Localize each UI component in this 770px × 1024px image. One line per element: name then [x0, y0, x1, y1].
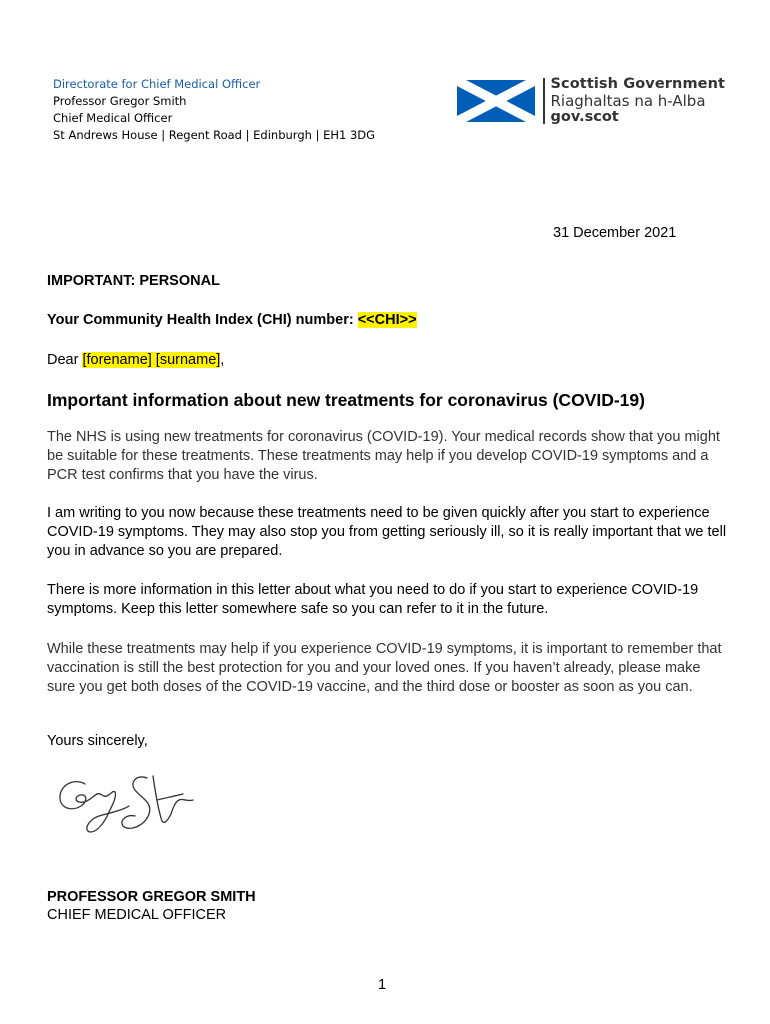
logo-line-url: gov.scot — [550, 109, 619, 125]
sender-name: Professor Gregor Smith — [53, 94, 187, 108]
page-number: 1 — [378, 977, 387, 993]
signer-title: CHIEF MEDICAL OFFICER — [47, 907, 227, 923]
closing-line: Yours sincerely, — [47, 733, 148, 749]
handwritten-signature — [57, 770, 197, 842]
chi-label: Your Community Health Index (CHI) number: — [47, 312, 358, 328]
body-paragraph-3: There is more information in this letter about what you need to do if you start to experience COVID-19 symptoms. Keep this letter somewhere safe so you can refer to it in the future. — [47, 582, 699, 617]
logo-line-gaelic: Riaghaltas na h-Alba — [550, 91, 706, 110]
sender-directorate: Directorate for Chief Medical Officer — [53, 77, 261, 91]
logo-text — [551, 76, 726, 126]
sender-role: Chief Medical Officer — [53, 111, 173, 125]
body-paragraph-2: I am writing to you now because these treatments need to be given quickly after you start to experience COVID-19 symptoms. They may also stop you from getting seriously ill, so it is really important that we tell you in advance so you are prepared. — [47, 505, 727, 559]
logo-line-english: Scottish Government — [550, 76, 726, 92]
saltire-flag-icon — [457, 80, 535, 122]
letter-title: Important information about new treatments for coronavirus (COVID-19) — [47, 390, 645, 410]
logo-divider — [543, 78, 545, 124]
chi-number-line — [47, 312, 417, 328]
salutation-comma: , — [220, 352, 225, 368]
scottish-government-logo — [457, 76, 725, 126]
important-label: IMPORTANT: PERSONAL — [47, 273, 220, 289]
salutation-dear: Dear — [47, 352, 83, 368]
signer-name: PROFESSOR GREGOR SMITH — [47, 889, 256, 905]
letter-date: 31 December 2021 — [553, 225, 677, 241]
salutation — [47, 352, 224, 368]
salutation-name-placeholder: [forename] [surname] — [82, 352, 221, 368]
sender-address: St Andrews House | Regent Road | Edinburgh | EH1 3DG — [53, 128, 376, 142]
sender-block — [53, 76, 375, 144]
body-paragraph-1: The NHS is using new treatments for coronavirus (COVID-19). Your medical records show that you might be suitable for these treatments. These treatments may help if you develop COVID-19 symptoms and a PCR test confirms that you have the virus. — [47, 429, 720, 483]
chi-placeholder: <<CHI>> — [357, 312, 417, 328]
body-paragraph-4: While these treatments may help if you experience COVID-19 symptoms, it is important to remember that vaccination is still the best protection for you and your loved ones. If you haven’t already, please make sure you get both doses of the COVID-19 vaccine, and the third dose or booster as soon as you can. — [47, 641, 722, 695]
